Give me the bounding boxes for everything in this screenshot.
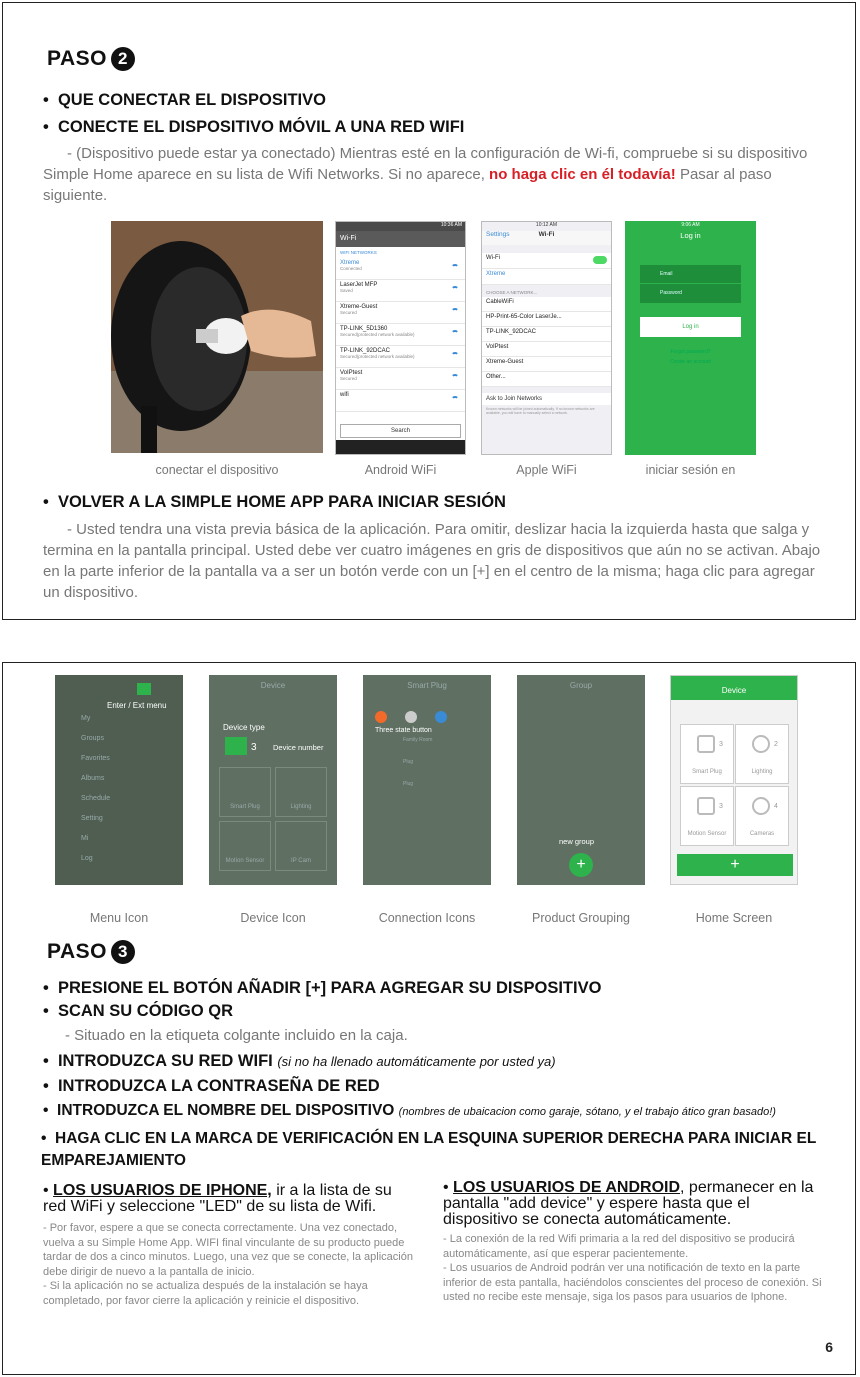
device-icon bbox=[697, 797, 715, 815]
device-tile[interactable]: Smart Plug bbox=[219, 767, 271, 817]
menu-icon[interactable] bbox=[137, 683, 151, 695]
bullet-press-add: • PRESIONE EL BOTÓN AÑADIR [+] PARA AGREGAR SU DISPOSITIVO bbox=[43, 979, 602, 997]
caption-connect: conectar el dispositivo bbox=[155, 463, 279, 477]
step-number: 2 bbox=[111, 47, 135, 71]
home-device-tile[interactable]: 2 Lighting bbox=[735, 724, 789, 784]
caption-android: Android WiFi bbox=[364, 463, 437, 477]
wifi-signal-icon bbox=[451, 352, 459, 358]
forgot-password-link[interactable]: Forgot password? bbox=[670, 349, 711, 355]
menu-item[interactable]: Log bbox=[81, 855, 93, 862]
wifi-signal-icon bbox=[451, 374, 459, 380]
android-title: Wi-Fi bbox=[336, 231, 465, 247]
device-tile[interactable]: IP Cam bbox=[275, 821, 327, 871]
step-label: PASO bbox=[47, 47, 107, 70]
home-device-tile[interactable]: 4 Cameras bbox=[735, 786, 789, 846]
android-network-row[interactable]: Xtreme-Guest Secured bbox=[336, 302, 465, 324]
iphone-instructions: • LOS USUARIOS DE IPHONE, ir a la lista de su red WiFi y seleccione "LED" de su lista de Wifi. - Por favor, espere a que se conecta correctamente. Una vez conectado, vuelva a su Simple Home App. WIFI final vinculante de su producto puede tardar de dos a cinco minutos. Luego, una vez que se conecte, la aplicación debe dirigir de nuevo a la pantalla de inicio. - Si la aplicación no se actualiza después de la instalación se haya completado, por favor cierre la aplicación y reinicie el dispositivo. bbox=[43, 1182, 413, 1307]
android-network-list bbox=[336, 258, 465, 412]
step-2-heading bbox=[47, 47, 135, 71]
bullet-connect-device: • QUE CONECTAR EL DISPOSITIVO bbox=[43, 91, 326, 109]
page-number: 6 bbox=[825, 1339, 833, 1355]
apple-back-link[interactable]: Settings bbox=[486, 231, 510, 238]
bullet-return-app: • VOLVER A LA SIMPLE HOME APP PARA INICIAR SESIÓN bbox=[43, 493, 506, 511]
wifi-paragraph: - (Dispositivo puede estar ya conectado) Mientras esté en la configuración de Wi-fi, compruebe si su dispositivo Simple Home aparece en su lista de Wifi Networks. Si no aparece, no haga clic en él todavía! Pasar al paso siguiente. bbox=[43, 145, 808, 204]
page-top bbox=[2, 2, 856, 620]
grouping-screenshot: Group new group + bbox=[517, 675, 645, 885]
bullet-checkmark: • HAGA CLIC EN LA MARCA DE VERIFICACIÓN EN LA ESQUINA SUPERIOR DERECHA PARA INICIAR EL EMPAREJAMIENTO bbox=[41, 1130, 817, 1169]
smart-plug-icon bbox=[225, 737, 247, 755]
menu-item[interactable]: Albums bbox=[81, 775, 105, 782]
device-icon-screenshot: Device Device type 3 Device number Smart Plug Lighting Motion Sensor IP Cam bbox=[209, 675, 337, 885]
warning-text: no haga clic en él todavía! bbox=[489, 166, 676, 183]
apple-network-row[interactable]: VoIPtest bbox=[482, 342, 611, 357]
device-icon bbox=[697, 735, 715, 753]
device-icon bbox=[752, 797, 770, 815]
login-password-field[interactable]: Password bbox=[660, 290, 682, 296]
bullet-wifi: • INTRODUZCA SU RED WIFI (si no ha llenado automáticamente por usted ya) bbox=[43, 1052, 556, 1070]
caption-apple: Apple WiFi bbox=[516, 463, 577, 477]
android-wifi-screenshot: 10:36 AM Wi-Fi WIFI NETWORKS Xtreme Connected LaserJet MFP Saved Xtreme-Guest Secured TP-LINK_5D1360 Secured(protected network available) TP-LINK_92DCAC Secured(protected network available) VoIPtest Secured wifi Search bbox=[335, 221, 466, 455]
device-tile[interactable]: Lighting bbox=[275, 767, 327, 817]
android-instructions: • LOS USUARIOS DE ANDROID, permanecer en la pantalla "add device" y espere hasta que el dispositivo se conecta automáticamente. - La conexión de la red Wifi primaria a la red del dispositivo se producirá automáticamente, así que esperar pacientemente. - Los usuarios de Android podrán ver una notificación de texto en la parte inferior de esta pantalla, haciéndolos conscientes del proceso de conexión. Si usted no recibe este mensaje, siga los pasos para usuarios de Iphone. bbox=[443, 1179, 822, 1303]
wifi-signal-icon bbox=[451, 286, 459, 292]
android-search-button[interactable]: Search bbox=[340, 424, 461, 438]
apple-network-row[interactable]: HP-Print-65-Color LaserJe... bbox=[482, 312, 611, 327]
android-nav-bar bbox=[336, 440, 465, 454]
connection-row[interactable]: Family Room bbox=[403, 737, 433, 743]
menu-item[interactable]: Mi bbox=[81, 835, 89, 842]
menu-item[interactable]: Favorites bbox=[81, 755, 110, 762]
bullet-device-name: • INTRODUZCA EL NOMBRE DEL DISPOSITIVO (nombres de ubaicacion como garaje, sótano, y el trabajo ático gran basado!) bbox=[43, 1102, 776, 1119]
menu-item[interactable]: My bbox=[81, 715, 91, 722]
home-title: Device bbox=[671, 684, 797, 700]
step-3-heading: PASO 3 bbox=[47, 940, 135, 964]
wifi-signal-icon bbox=[451, 264, 459, 270]
wifi-signal-icon bbox=[451, 330, 459, 336]
power-off-icon[interactable] bbox=[405, 711, 417, 723]
power-on-icon[interactable] bbox=[375, 711, 387, 723]
preview-paragraph: - Usted tendra una vista previa básica de la aplicación. Para omitir, deslizar hacia la izquierda hasta que salga y termina en la pantalla principal. Usted debe ver cuatro imágenes en gris de dispositivos que aún no se activan. Abajo en la parte inferior de la pantalla va a ser un botón verde con un [+] en el centro de la misma; haga clic para agregar un dispositivo. bbox=[43, 521, 821, 601]
login-button[interactable]: Log in bbox=[640, 317, 741, 337]
device-icon bbox=[752, 735, 770, 753]
login-screenshot: 9:06 AM Log in Email Password Log in Forgot password? Create an account bbox=[625, 221, 756, 455]
wifi-signal-icon bbox=[451, 396, 459, 402]
wifi-signal-icon bbox=[451, 308, 459, 314]
home-screenshot bbox=[670, 675, 798, 885]
android-network-row[interactable]: wifi bbox=[336, 390, 465, 412]
apple-wifi-screenshot: 10:12 AM Settings Wi-Fi Wi-Fi Xtreme CHOOSE A NETWORK... CableWiFi HP-Print-65-Color LaserJe... TP-LINK_92DCAC VoIPtest Xtreme-Guest Other... Ask to Join Networks Known networks will be joined automatically. If no known networks are available, you will have to manually select a network. bbox=[481, 221, 612, 455]
login-title: Log in bbox=[680, 231, 701, 240]
menu-screenshot: Enter / Ext menu My Groups Favorites Albums Schedule Setting Mi Log bbox=[55, 675, 183, 885]
power-auto-icon[interactable] bbox=[435, 711, 447, 723]
android-network-row[interactable]: Xtreme Connected bbox=[336, 258, 465, 280]
android-network-row[interactable]: TP-LINK_92DCAC Secured(protected network available) bbox=[336, 346, 465, 368]
android-network-row[interactable]: TP-LINK_5D1360 Secured(protected network available) bbox=[336, 324, 465, 346]
bullet-connect-wifi: • CONECTE EL DISPOSITIVO MÓVIL A UNA RED WIFI bbox=[43, 118, 465, 136]
device-tile[interactable]: Motion Sensor bbox=[219, 821, 271, 871]
connection-row[interactable]: Plug bbox=[403, 759, 414, 765]
connection-row[interactable]: Plug bbox=[403, 781, 414, 787]
menu-item[interactable]: Setting bbox=[81, 815, 103, 822]
apple-network-row[interactable]: Other... bbox=[482, 372, 611, 387]
wifi-toggle[interactable] bbox=[593, 256, 607, 264]
apple-network-list bbox=[482, 297, 611, 387]
connection-screenshot: Smart Plug Three state button Family Room Plug Plug bbox=[363, 675, 491, 885]
menu-item[interactable]: Schedule bbox=[81, 795, 111, 802]
home-device-tile[interactable]: 3 Smart Plug bbox=[680, 724, 734, 784]
apple-network-row[interactable]: TP-LINK_92DCAC bbox=[482, 327, 611, 342]
bulb-photo bbox=[111, 221, 323, 453]
home-device-tile[interactable]: 3 Motion Sensor bbox=[680, 786, 734, 846]
android-network-row[interactable]: LaserJet MFP Saved bbox=[336, 280, 465, 302]
login-email-field[interactable]: Email bbox=[640, 265, 741, 284]
bullet-password: • INTRODUZCA LA CONTRASEÑA DE RED bbox=[43, 1077, 380, 1095]
create-account-link[interactable]: Create an account bbox=[670, 359, 711, 365]
add-device-button[interactable]: + bbox=[677, 854, 793, 876]
bullet-scan-qr: • SCAN SU CÓDIGO QR bbox=[43, 1002, 234, 1020]
apple-network-row[interactable]: CableWiFi bbox=[482, 297, 611, 312]
page-bottom: Enter / Ext menu My Groups Favorites Albums Schedule Setting Mi Log Device Device type 3 Device number Smart Plug Lighting Motion Sensor IP Cam Smart Plug Three state button Family Room Plug Plug Group new group + Device 3 Smart Plug 2 Lighting 3 Motion Sensor 4 Cameras + Menu Icon Device Icon Connection Icons Product Grouping Home Screen PASO 3 • PRESIONE EL BOTÓN AÑADIR [+] PARA AGREGAR SU DISPOSITIVO • SCAN SU CÓDIGO QR - Situado en la etiqueta colgante incluido en la caja. • INTRODUZCA SU RED WIFI (si no ha llenado automáticamente por usted ya) • INTRODUZCA LA CONTRASEÑA DE RED • INTRODUZCA EL NOMBRE DEL DISPOSITIVO (nombres de ubaicacion como garaje, sótano, y el trabajo ático gran basado!) • HAGA CLIC EN LA MARCA DE VERIFICACIÓN EN LA ESQUINA SUPERIOR DERECHA PARA INICIAR EL EMPAREJAMIENTO • LOS USUARIOS DE IPHONE, ir a la lista de su red WiFi y seleccione "LED" de su lista de Wifi. - Por favor, espere a que se conecta correctamente. Una vez conectado, vuelva a su Simple Home App. WIFI final vinculante de su producto puede tardar de dos a cinco minutos. Luego, una vez que se conecte, la aplicación debe dirigir de nuevo a la pantalla de inicio. - Si la aplicación no se actualiza después de la instalación se haya completado, por favor cierre la aplicación y reinicie el dispositivo. • LOS USUARIOS DE ANDROID, permanecer en la pantalla "add device" y espere hasta que el dispositivo se conecta automáticamente. - La conexión de la red Wifi primaria a la red del dispositivo se producirá automáticamente, así que esperar pacientemente. - Los usuarios de Android podrán ver una notificación de texto en la parte inferior de esta pantalla, haciéndolos conscientes del proceso de conexión. Si usted no recibe este mensaje, siga los pasos para usuarios de Iphone. 6 bbox=[2, 662, 856, 1375]
apple-network-row[interactable]: Xtreme-Guest bbox=[482, 357, 611, 372]
caption-login: iniciar sesión en bbox=[645, 463, 736, 477]
new-group-button[interactable]: + bbox=[569, 853, 593, 877]
android-network-row[interactable]: VoIPtest Secured bbox=[336, 368, 465, 390]
menu-item[interactable]: Groups bbox=[81, 735, 104, 742]
